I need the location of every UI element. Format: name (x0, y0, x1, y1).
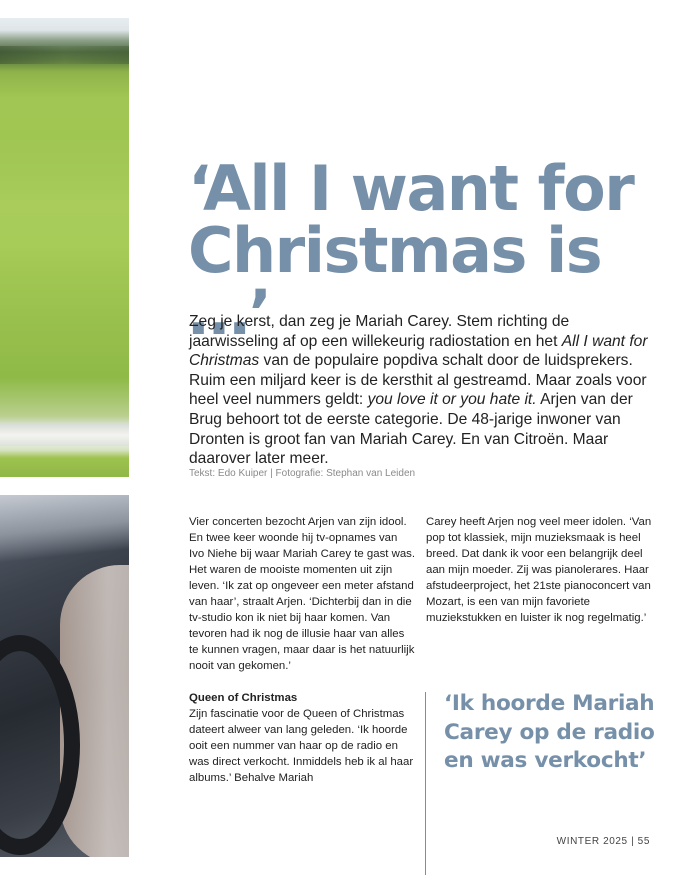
article-credits: Tekst: Edo Kuiper | Fotografie: Stephan van Leiden (189, 468, 416, 479)
page-footer: WINTER 2025 | 55 (556, 836, 650, 847)
photo-window-glare (0, 495, 129, 565)
section-subhead: Queen of Christmas (189, 692, 298, 704)
body-column-right (426, 514, 658, 642)
body-paragraph: Carey heeft Arjen nog veel meer idolen. ‘Van pop tot klassiek, mijn muzieksmaak is heel breed. Dat dank ik voor een belangrijk deel aan mijn moeder. Zij was pianolerares. Haar afstudeerproject, het 21ste pianoconcert van Mozart, is een van mijn favoriete muziekstukken en luister ik nog regelmatig.’ (426, 516, 652, 624)
body-column-left (189, 514, 415, 802)
body-paragraph: Vier concerten bezocht Arjen van zijn idool. En twee keer woonde hij tv-opnames van Ivo Niehe bij waar Mariah Carey te gast was. Het waren de mooiste momenten uit zijn leven. ‘Ik zat op ongeveer een meter afstand van haar’, straalt Arjen. ‘Dichterbij dan in die tv-studio kon ik niet bij haar komen. Van tevoren had ik nog de illusie haar van alles te kunnen vragen, maar daar is het natuurlijk nooit van gekomen.’ (189, 516, 416, 672)
pull-quote-divider (425, 692, 426, 875)
photo-blurred-landscape (0, 18, 129, 477)
intro-text-3: Arjen van der Brug behoort tot de eerste categorie. De 48-jarige inwoner van Dronten is groot fan van Mariah Carey. En van Citroën. Maar daarover later meer. (189, 391, 633, 468)
intro-song-title: All I want for Christmas (189, 332, 648, 370)
intro-text-1: Zeg je kerst, dan zeg je Mariah Carey. Stem richting de jaarwisseling af op een willekeurig radiostation en het (189, 313, 570, 350)
photo-blur-treeline (0, 46, 129, 64)
body-section (189, 690, 415, 786)
pull-quote: ‘Ik hoorde Mariah Carey op de radio en was verkocht’ (444, 691, 655, 773)
intro-text-2: van de populaire popdiva schalt door de luidsprekers. Ruim een miljard keer is de kersthit al gestreamd. Maar zoals voor heel veel nummers geldt: (189, 352, 647, 409)
intro-phrase: you love it or you hate it. (367, 391, 537, 409)
article-intro (189, 312, 659, 469)
photo-car-interior (0, 495, 129, 857)
photo-blur-road (0, 424, 129, 446)
headline-line-1: ‘All I want for (188, 152, 634, 225)
body-paragraph: Zijn fascinatie voor de Queen of Christmas dateert alweer van lang geleden. ‘Ik hoorde ooit een nummer van haar op de radio en was direct verkocht. Inmiddels heb ik al haar albums.’ Behalve Mariah (189, 708, 414, 784)
photo-blur-field (0, 138, 129, 268)
headline-line-2: Christmas is …’ (188, 214, 602, 349)
